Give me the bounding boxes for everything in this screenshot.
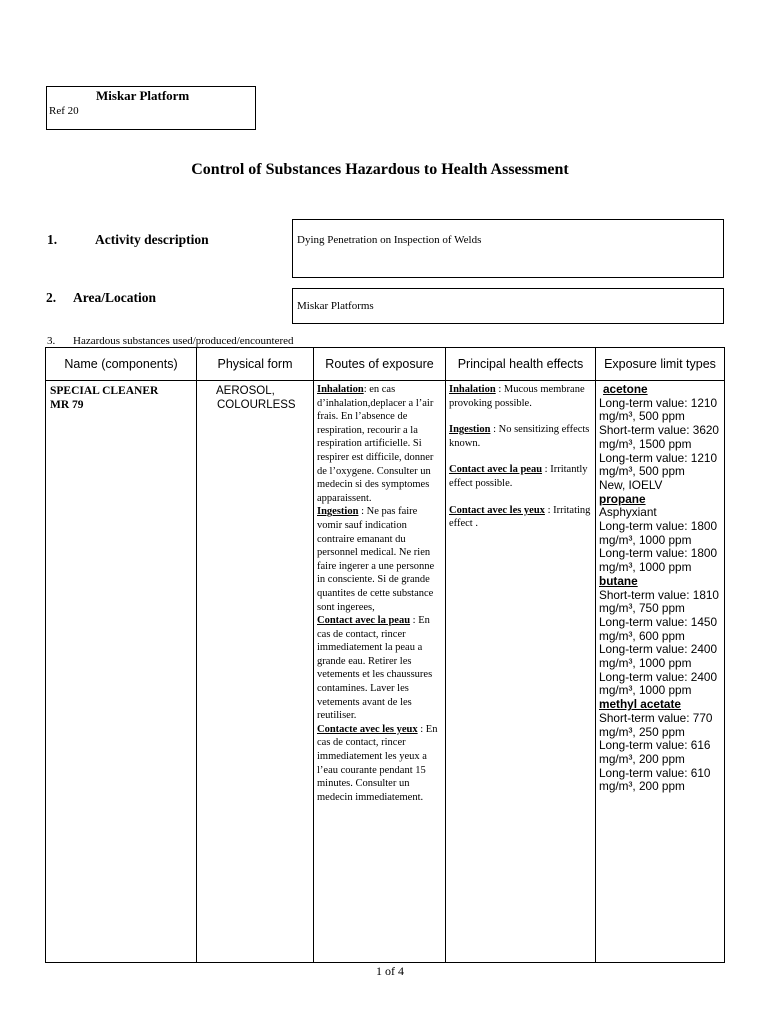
route-entry xyxy=(317,383,443,505)
route-text: en cas d’inhalation,deplacer a l’air frais. En l’absence de respiration, recourir a la respiration artificielle. Si respirer est difficile, donner de l’oxygene. Consulter un medecin si des symptomes apparaissent. xyxy=(317,384,434,504)
route-separator: : xyxy=(410,615,419,627)
route-separator: : xyxy=(358,506,367,518)
header-physical-form: Physical form xyxy=(197,348,314,381)
route-entry xyxy=(317,614,443,723)
area-number: 2. xyxy=(46,290,57,305)
physical-form-line: COLOURLESS xyxy=(217,399,296,411)
limit-line: Short-term value: 1810 mg/m³, 750 ppm xyxy=(599,587,719,616)
health-separator: : xyxy=(495,384,504,395)
health-separator: : xyxy=(544,504,554,516)
chemical-name: methyl acetate xyxy=(599,697,681,712)
physical-form-cell xyxy=(197,381,314,963)
route-text: En cas de contact, rincer immediatement les yeux a l’eau courante pendant 15 minutes. Consulter un medecin immediatement. xyxy=(317,723,438,803)
limit-line: Long-term value: 616 mg/m³, 200 ppm xyxy=(599,738,711,766)
route-text: Ne pas faire vomir sauf indication contraire emanant du personnel medical. Ne rien faire ingerer a une personne in consciente. Si de grande quantites de cette substance sont ingerees, xyxy=(317,506,435,613)
substance-name-line: SPECIAL CLEANER xyxy=(50,385,159,397)
health-text: Irritating effect . xyxy=(449,504,591,530)
route-entry xyxy=(317,723,443,805)
header-health-effects: Principal health effects xyxy=(446,348,596,381)
area-location-value: Miskar Platforms xyxy=(297,300,374,312)
health-text: No sensitizing effects known. xyxy=(449,424,590,449)
area-location-box xyxy=(292,288,724,324)
health-separator: : xyxy=(542,464,551,476)
health-heading: Inhalation xyxy=(449,384,496,395)
limit-line: Long-term value: 610 mg/m³, 200 ppm xyxy=(599,765,711,794)
substance-name-cell xyxy=(46,381,197,963)
activity-description-box xyxy=(292,219,724,278)
platform-name: Miskar Platform xyxy=(96,88,190,103)
limit-line: Short-term value: 770 mg/m³, 250 ppm xyxy=(599,710,713,739)
limit-line: Long-term value: 1450 mg/m³, 600 ppm xyxy=(599,614,718,643)
health-separator: : xyxy=(490,424,499,436)
chemical-name: acetone xyxy=(603,382,648,396)
limit-line: Long-term value: 1210 mg/m³, 500 ppm xyxy=(599,450,718,479)
health-effects-cell xyxy=(446,381,596,963)
chemical-name: butane xyxy=(599,573,638,588)
header-name: Name (components) xyxy=(46,348,197,381)
limit-line: Short-term value: 3620 mg/m³, 1500 ppm xyxy=(599,423,719,451)
activity-description-value: Dying Penetration on Inspection of Welds xyxy=(297,234,482,246)
reference-number: Ref 20 xyxy=(49,105,79,117)
spacer xyxy=(449,450,593,463)
health-heading: Ingestion xyxy=(449,424,491,436)
limit-line: Long-term value: 1210 mg/m³, 500 ppm xyxy=(599,395,718,424)
physical-form-line: AEROSOL, xyxy=(216,385,275,397)
spacer xyxy=(449,491,593,504)
substance-name-line: MR 79 xyxy=(50,399,84,411)
health-entry xyxy=(449,423,593,450)
limit-line: Asphyxiant xyxy=(599,505,657,520)
reference-box xyxy=(46,86,256,130)
hazardous-number: 3. xyxy=(47,335,56,347)
route-heading: Inhalation xyxy=(317,384,364,395)
route-separator: : xyxy=(417,723,426,735)
limit-line: Long-term value: 1800 mg/m³, 1000 ppm xyxy=(599,519,718,547)
limit-line: Long-term value: 1800 mg/m³, 1000 ppm xyxy=(599,546,718,575)
limit-line: New, IOELV xyxy=(599,477,663,492)
route-entry xyxy=(317,505,443,614)
spacer xyxy=(449,410,593,423)
route-heading: Contact avec la peau xyxy=(317,615,411,627)
activity-number: 1. xyxy=(47,232,58,247)
health-entry xyxy=(449,504,593,531)
hazardous-substances-heading xyxy=(47,335,294,347)
activity-label: Activity description xyxy=(95,232,209,247)
hazardous-label: Hazardous substances used/produced/encountered xyxy=(73,335,294,347)
route-heading: Ingestion xyxy=(317,506,359,518)
route-separator: : xyxy=(363,384,370,395)
table-row xyxy=(46,381,725,963)
health-entry xyxy=(449,383,593,410)
health-text: Mucous membrane provoking possible. xyxy=(449,384,585,409)
health-text: Irritantly effect possible. xyxy=(449,464,588,489)
area-heading xyxy=(46,290,156,306)
hazardous-substances-table xyxy=(45,347,725,963)
limit-line: Long-term value: 2400 mg/m³, 1000 ppm xyxy=(599,642,718,671)
limit-line: Long-term value: 2400 mg/m³, 1000 ppm xyxy=(599,669,718,698)
route-heading: Contacte avec les yeux xyxy=(317,723,418,735)
table-header-row xyxy=(46,348,725,381)
health-entry xyxy=(449,463,593,490)
header-routes: Routes of exposure xyxy=(314,348,446,381)
routes-of-exposure-cell xyxy=(314,381,446,963)
health-heading: Contact avec la peau xyxy=(449,464,543,476)
route-text: En cas de contact, rincer immediatement la peau a grande eau. Retirer les vetements et les chaussures contamines. Laver les vetements avant de les reutiliser. xyxy=(317,615,433,722)
health-heading: Contact avec les yeux xyxy=(449,504,545,516)
page-title: Control of Substances Hazardous to Health Assessment xyxy=(191,161,569,178)
chemical-name: propane xyxy=(599,491,646,506)
exposure-limits-cell xyxy=(596,381,725,963)
page-number: 1 of 4 xyxy=(376,964,404,978)
activity-heading xyxy=(47,232,209,248)
header-exposure-limits: Exposure limit types xyxy=(596,348,725,381)
area-label: Area/Location xyxy=(73,290,156,305)
